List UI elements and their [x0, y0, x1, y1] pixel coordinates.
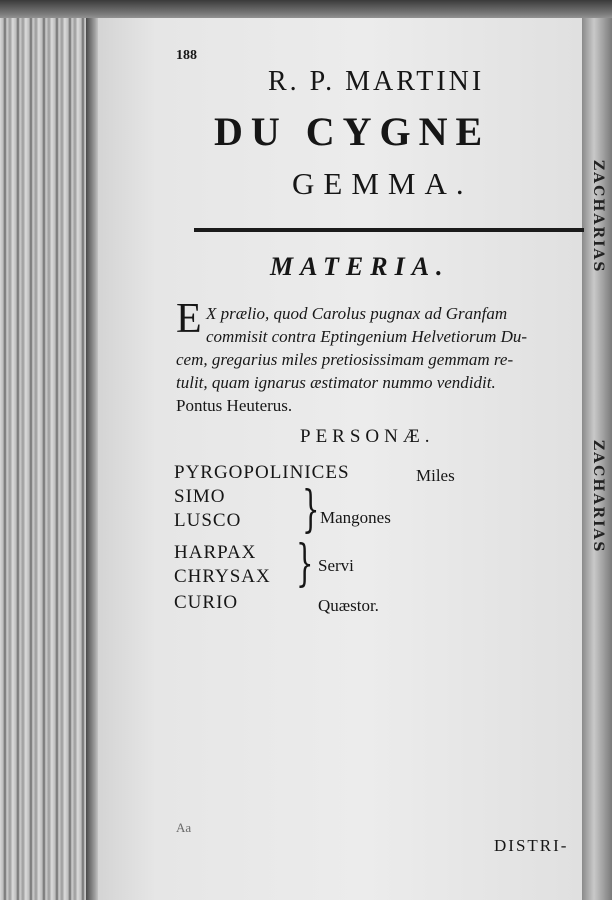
materia-heading: MATERIA.: [270, 252, 450, 281]
materia-line: X prælio, quod Carolus pugnax ad Granfam: [206, 304, 508, 323]
title-rule: [194, 228, 584, 232]
title-work: GEMMA.: [292, 166, 473, 201]
persona-harpax: HARPAX: [174, 542, 257, 563]
materia-paragraph: [176, 302, 586, 417]
title-surname: DU CYGNE: [214, 109, 491, 154]
materia-line: commisit contra Eptingenium Helvetiorum Du-: [206, 327, 528, 346]
catchword: DISTRI-: [494, 836, 569, 855]
facing-page-text-lower: ZACHARIAS: [590, 440, 606, 554]
role-mangones: Mangones: [320, 508, 391, 527]
persona-pyrgopolinices: PYRGOPOLINICES: [174, 462, 350, 483]
personae-heading: PERSONÆ.: [300, 426, 435, 447]
brace-mangones: }: [302, 480, 320, 538]
materia-line: cem, gregarius miles pretiosissimam gemmam re-: [176, 350, 514, 369]
brace-servi: }: [296, 534, 314, 592]
role-miles: Miles: [416, 466, 455, 485]
persona-simo: SIMO: [174, 486, 226, 507]
role-servi: Servi: [318, 556, 354, 575]
role-quaestor: Quæstor.: [318, 596, 379, 615]
materia-line: tulit, quam ignarus æstimator nummo vendidit.: [176, 373, 496, 392]
materia-source: Pontus Heuterus.: [176, 396, 293, 415]
page-stack-left: [0, 18, 96, 900]
signature-mark: Aa: [176, 820, 192, 835]
persona-chrysax: CHRYSAX: [174, 566, 271, 587]
persona-curio: CURIO: [174, 592, 239, 613]
title-author: R. P. MARTINI: [268, 66, 485, 97]
persona-lusco: LUSCO: [174, 510, 242, 531]
facing-page-text-upper: ZACHARIAS: [590, 160, 606, 274]
page-number: 188: [176, 48, 197, 63]
drop-cap: E: [176, 296, 202, 342]
